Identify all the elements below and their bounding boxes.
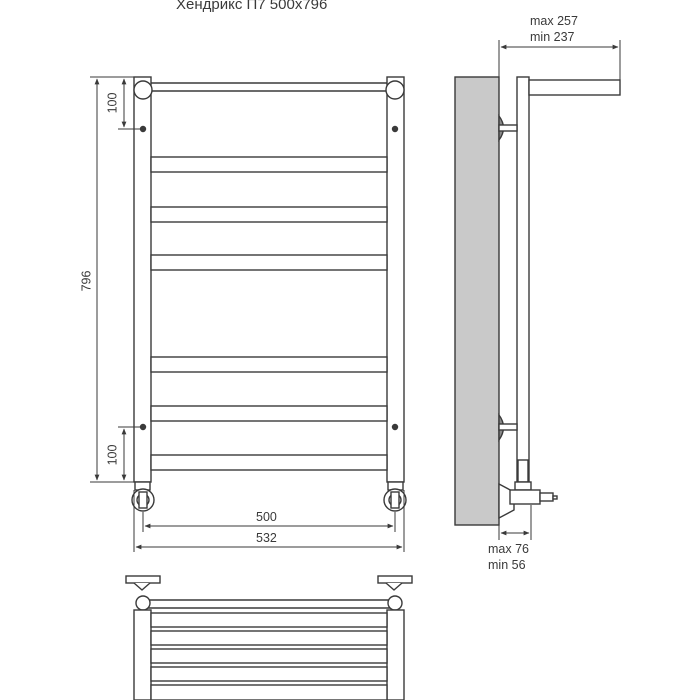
right-valve (384, 482, 406, 511)
crossbar (151, 157, 387, 172)
crossbar (151, 685, 387, 700)
front-view (132, 77, 406, 511)
top-view-cap-right (388, 596, 402, 610)
top-view (126, 576, 412, 700)
top-bracket-left (126, 576, 160, 583)
left-valve (132, 482, 154, 511)
dimension-bottom-offset: 100 (105, 444, 120, 466)
top-view-round-bar (138, 600, 400, 608)
crossbar (151, 207, 387, 222)
crossbar (151, 455, 387, 470)
dimension-top-offset: 100 (105, 92, 120, 114)
right-post (387, 77, 404, 482)
side-top-bar (529, 80, 620, 95)
mount-hole (141, 127, 146, 132)
mount-hole (393, 425, 398, 430)
dimension-axis-distance: 500 (256, 510, 277, 524)
mount-hole (141, 425, 146, 430)
top-view-right-post (387, 610, 404, 700)
top-view-cap-left (136, 596, 150, 610)
wall-bracket-top (499, 116, 517, 140)
wall (455, 77, 499, 525)
dimension-overall-width: 532 (256, 531, 277, 545)
top-bracket-right (378, 576, 412, 583)
top-view-left-post (134, 610, 151, 700)
dimension-wall-gap-max: max 76 (488, 542, 529, 556)
dimension-depth-min: min 237 (530, 30, 575, 44)
crossbar (151, 631, 387, 645)
side-post (517, 77, 529, 482)
crossbar (151, 667, 387, 681)
wall-bracket-bottom (499, 415, 517, 440)
side-valve (499, 460, 557, 518)
dimension-height: 796 (79, 270, 94, 292)
side-view (455, 77, 620, 525)
bracket-left-arm (134, 583, 150, 590)
dimension-wall-gap-min: min 56 (488, 558, 526, 572)
top-round-bar (138, 83, 400, 91)
right-top-cap (386, 81, 404, 99)
crossbar (151, 649, 387, 663)
left-top-cap (134, 81, 152, 99)
crossbar (151, 406, 387, 421)
crossbars (151, 157, 387, 470)
crossbar (151, 357, 387, 372)
mount-hole (393, 127, 398, 132)
left-post (134, 77, 151, 482)
crossbar (151, 613, 387, 627)
bracket-right-arm (386, 583, 402, 590)
drawing-title: Хендрикс П7 500x796 (176, 0, 328, 13)
crossbar (151, 255, 387, 270)
dimension-depth-max: max 257 (530, 14, 578, 28)
